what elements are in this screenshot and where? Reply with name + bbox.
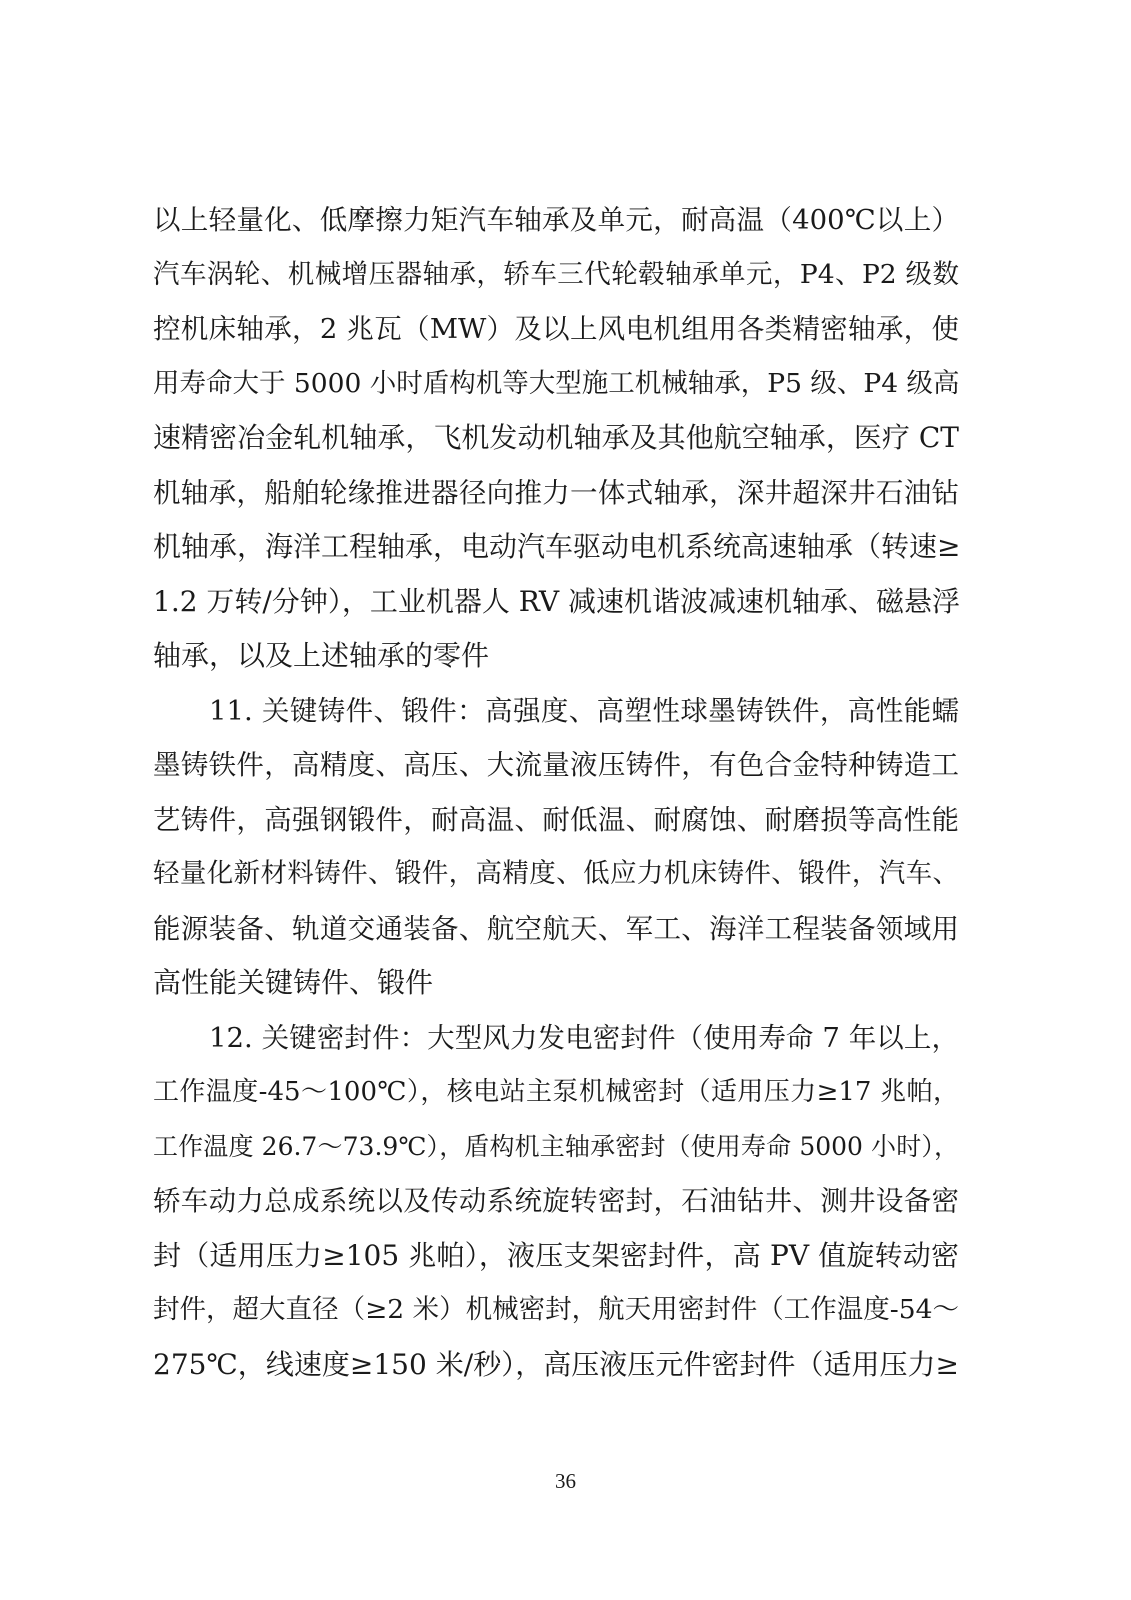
paragraph-line: 封件，超大直径（≥2 米）机械密封，航天用密封件（工作温度-54～	[153, 1294, 959, 1325]
paragraph-line: 机轴承，船舶轮缘推进器径向推力一体式轴承，深井超深井石油钻	[153, 477, 959, 509]
paragraph-line: 1.2 万转/分钟），工业机器人 RV 减速机谐波减速机轴承、磁悬浮	[153, 585, 960, 618]
paragraph-line: 轻量化新材料铸件、锻件，高精度、低应力机床铸件、锻件，汽车、	[153, 858, 959, 889]
paragraph-line: 控机床轴承，2 兆瓦（MW）及以上风电机组用各类精密轴承，使	[153, 313, 959, 345]
paragraph-line: 用寿命大于 5000 小时盾构机等大型施工机械轴承，P5 级、P4 级高	[153, 368, 960, 399]
paragraph-line: 机轴承，海洋工程轴承，电动汽车驱动电机系统高速轴承（转速≥	[153, 530, 961, 563]
section-12-heading-line: 12. 关键密封件：大型风力发电密封件（使用寿命 7 年以上，	[209, 1022, 959, 1054]
paragraph-line: 高性能关键铸件、锻件	[153, 966, 434, 999]
paragraph-line: 轿车动力总成系统以及传动系统旋转密封，石油钻井、测井设备密	[153, 1185, 959, 1217]
paragraph-line: 工作温度-45～100℃），核电站主泵机械密封（适用压力≥17 兆帕，	[153, 1077, 959, 1107]
paragraph-line: 275℃，线速度≥150 米/秒），高压液压元件密封件（适用压力≥	[153, 1348, 959, 1381]
page-number: 36	[555, 1469, 576, 1493]
paragraph-line: 汽车涡轮、机械增压器轴承，轿车三代轮毂轴承单元，P4、P2 级数	[153, 259, 959, 290]
paragraph-line: 轴承，以及上述轴承的零件	[153, 639, 490, 672]
paragraph-line: 速精密冶金轧机轴承，飞机发动机轴承及其他航空轴承，医疗 CT	[153, 421, 959, 454]
paragraph-line: 工作温度 26.7～73.9℃），盾构机主轴承密封（使用寿命 5000 小时），	[153, 1132, 959, 1161]
paragraph-line: 墨铸铁件，高精度、高压、大流量液压铸件，有色合金特种铸造工	[153, 749, 959, 781]
paragraph-line: 以上轻量化、低摩擦力矩汽车轴承及单元，耐高温（400℃以上）	[153, 204, 959, 236]
section-11-heading-line: 11. 关键铸件、锻件：高强度、高塑性球墨铸铁件，高性能蠕	[209, 695, 959, 727]
paragraph-line: 艺铸件，高强钢锻件，耐高温、耐低温、耐腐蚀、耐磨损等高性能	[153, 804, 959, 836]
paragraph-line: 封（适用压力≥105 兆帕），液压支架密封件，高 PV 值旋转动密	[153, 1239, 959, 1272]
paragraph-line: 能源装备、轨道交通装备、航空航天、军工、海洋工程装备领域用	[153, 913, 959, 945]
